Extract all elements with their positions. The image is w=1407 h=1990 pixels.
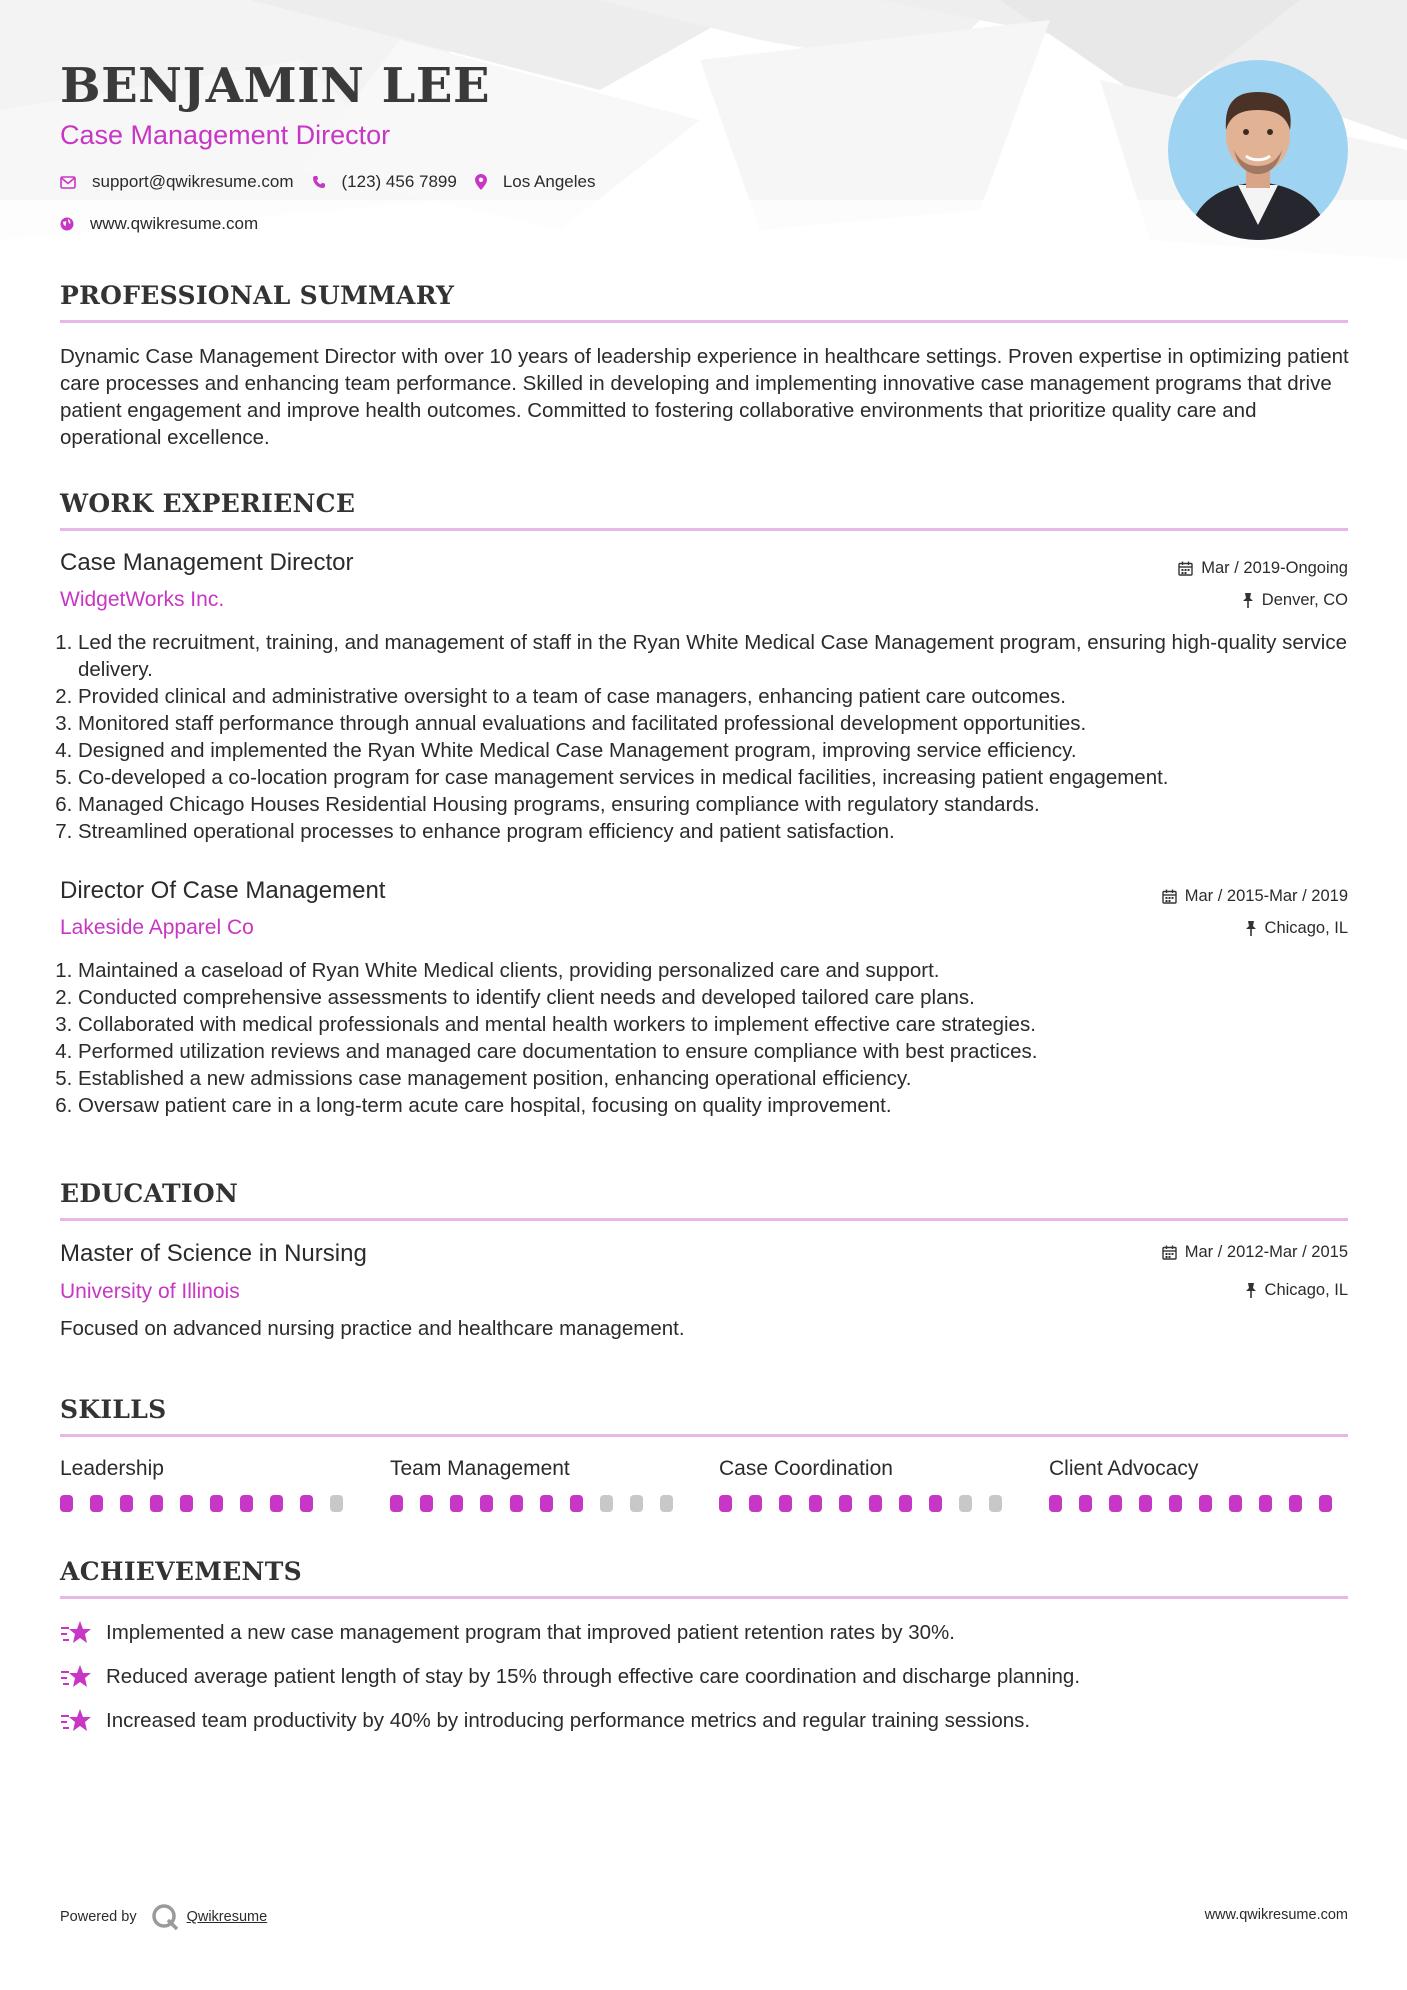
skill-dot-filled xyxy=(60,1495,73,1512)
calendar-icon xyxy=(1162,889,1177,904)
section-divider xyxy=(60,1596,1348,1599)
achievement-item xyxy=(60,1664,1080,1690)
website-text: www.qwikresume.com xyxy=(90,214,259,233)
job-bullets xyxy=(60,629,1373,845)
shooting-star-icon xyxy=(60,1664,92,1690)
job-location xyxy=(1245,919,1348,938)
skill-dot-filled xyxy=(300,1495,313,1512)
globe-icon xyxy=(60,217,74,231)
skill-dot-filled xyxy=(210,1495,223,1512)
achievement-text: Reduced average patient length of stay by 15% through effective care coordination and discharge planning. xyxy=(106,1665,1081,1688)
skill-dot-empty xyxy=(630,1495,643,1512)
job-title: Director Of Case Management xyxy=(60,877,386,904)
achievements-section xyxy=(60,1557,1348,1599)
job-bullet: 2. Conducted comprehensive assessments to identify client needs and developed tailored care plans. xyxy=(78,984,1373,1011)
skill-dot-filled xyxy=(869,1495,882,1512)
job-location xyxy=(1242,591,1348,610)
section-divider xyxy=(60,1434,1348,1437)
skill-dot-filled xyxy=(1319,1495,1332,1512)
education-location-text: Chicago, IL xyxy=(1264,1281,1348,1299)
education-section xyxy=(60,1179,1348,1221)
skill-dot-empty xyxy=(330,1495,343,1512)
phone-icon xyxy=(312,175,326,189)
website-item[interactable] xyxy=(60,214,258,234)
education-dates xyxy=(1162,1243,1348,1262)
skill-name: Case Coordination xyxy=(719,1457,893,1480)
skill-dot-empty xyxy=(959,1495,972,1512)
skill-rating xyxy=(390,1495,690,1512)
skill-dot-filled xyxy=(899,1495,912,1512)
job-dates-text: Mar / 2019-Ongoing xyxy=(1201,559,1348,577)
job-bullet: 2. Provided clinical and administrative oversight to a team of case managers, enhancing patient care outcomes. xyxy=(78,683,1373,710)
section-divider xyxy=(60,528,1348,531)
section-divider xyxy=(60,320,1348,323)
skill-dot-filled xyxy=(480,1495,493,1512)
job-location-text: Denver, CO xyxy=(1261,591,1348,609)
job-bullet: 5. Established a new admissions case management position, enhancing operational efficiency. xyxy=(78,1065,1373,1092)
skill-dot-filled xyxy=(570,1495,583,1512)
location-text: Los Angeles xyxy=(502,172,596,191)
email-item[interactable] xyxy=(60,172,294,192)
calendar-icon xyxy=(1162,1245,1177,1260)
job-bullet: 1. Led the recruitment, training, and management of staff in the Ryan White Medical Case Management program, ensuring high-quality service delivery. xyxy=(78,629,1373,683)
skill-dot-filled xyxy=(540,1495,553,1512)
contact-row-secondary xyxy=(60,214,258,234)
skill-dot-empty xyxy=(600,1495,613,1512)
footer-powered-by xyxy=(60,1903,267,1931)
summary-text: Dynamic Case Management Director with over 10 years of leadership experience in healthcare settings. Proven expertise in optimizing patient care processes and enhancing team performance. Skilled in developing and implementing innovative case management programs that drive patient engagement and improve health outcomes. Committed to fostering collaborative environments that prioritize quality care and operational excellence. xyxy=(60,345,1349,449)
summary-heading: PROFESSIONAL SUMMARY xyxy=(60,281,455,310)
calendar-icon xyxy=(1178,561,1193,576)
achievement-text: Increased team productivity by 40% by introducing performance metrics and regular training sessions. xyxy=(106,1709,1031,1732)
qwikresume-logo-icon xyxy=(151,1903,179,1931)
qwikresume-link[interactable]: Qwikresume xyxy=(186,1909,268,1925)
skill-dot-filled xyxy=(1169,1495,1182,1512)
skill-dot-filled xyxy=(420,1495,433,1512)
candidate-name: BENJAMIN LEE xyxy=(60,58,491,114)
pushpin-icon xyxy=(1245,921,1257,936)
job-title: Case Management Director xyxy=(60,549,354,576)
job-bullet: 7. Streamlined operational processes to enhance program efficiency and patient satisfaction. xyxy=(78,818,1373,845)
skill-dot-filled xyxy=(839,1495,852,1512)
skill-dot-filled xyxy=(90,1495,103,1512)
achievement-text: Implemented a new case management program that improved patient retention rates by 30%. xyxy=(106,1621,955,1644)
skills-heading: SKILLS xyxy=(60,1395,167,1424)
job-location-text: Chicago, IL xyxy=(1264,919,1348,937)
footer-website[interactable]: www.qwikresume.com xyxy=(1204,1907,1348,1923)
skill-dot-filled xyxy=(270,1495,283,1512)
skill-dot-filled xyxy=(929,1495,942,1512)
phone-item[interactable] xyxy=(312,172,457,192)
job-bullet: 4. Performed utilization reviews and managed care documentation to ensure compliance with best practices. xyxy=(78,1038,1373,1065)
job-bullet: 4. Designed and implemented the Ryan White Medical Case Management program, improving service efficiency. xyxy=(78,737,1373,764)
skills-section xyxy=(60,1395,1348,1437)
phone-text: (123) 456 7899 xyxy=(341,172,457,191)
skill-rating xyxy=(60,1495,360,1512)
shooting-star-icon xyxy=(60,1620,92,1646)
skill-dot-filled xyxy=(809,1495,822,1512)
skill-rating xyxy=(1049,1495,1349,1512)
skill-dot-empty xyxy=(660,1495,673,1512)
job-bullet: 3. Collaborated with medical professionals and mental health workers to implement effective care strategies. xyxy=(78,1011,1373,1038)
job-bullet: 3. Monitored staff performance through annual evaluations and facilitated professional development opportunities. xyxy=(78,710,1373,737)
job-dates-text: Mar / 2015-Mar / 2019 xyxy=(1184,887,1348,905)
map-pin-icon xyxy=(475,174,487,190)
skill-dot-filled xyxy=(719,1495,732,1512)
job-bullet: 6. Oversaw patient care in a long-term acute care hospital, focusing on quality improvement. xyxy=(78,1092,1373,1119)
experience-section xyxy=(60,489,1348,531)
email-text: support@qwikresume.com xyxy=(92,172,294,191)
skill-name: Client Advocacy xyxy=(1049,1457,1199,1480)
skill-dot-filled xyxy=(390,1495,403,1512)
skill-name: Team Management xyxy=(390,1457,570,1480)
education-dates-text: Mar / 2012-Mar / 2015 xyxy=(1184,1243,1348,1261)
skill-dot-filled xyxy=(180,1495,193,1512)
skill-rating xyxy=(719,1495,1019,1512)
skill-dot-filled xyxy=(120,1495,133,1512)
skill-item xyxy=(719,1457,1019,1512)
pushpin-icon xyxy=(1245,1283,1257,1298)
education-degree: Master of Science in Nursing xyxy=(60,1240,367,1267)
profile-photo-image xyxy=(1168,60,1348,240)
job-bullets xyxy=(60,957,1373,1119)
skill-item xyxy=(390,1457,690,1512)
candidate-role: Case Management Director xyxy=(60,120,391,150)
skill-name: Leadership xyxy=(60,1457,164,1480)
job-dates xyxy=(1162,887,1348,906)
education-description: Focused on advanced nursing practice and healthcare management. xyxy=(60,1317,685,1340)
skill-dot-filled xyxy=(510,1495,523,1512)
achievements-heading: ACHIEVEMENTS xyxy=(60,1557,302,1586)
profile-photo xyxy=(1168,60,1348,240)
powered-by-text: Powered by xyxy=(60,1909,137,1925)
job-bullet: 1. Maintained a caseload of Ryan White Medical clients, providing personalized care and support. xyxy=(78,957,1373,984)
job-bullet: 6. Managed Chicago Houses Residential Housing programs, ensuring compliance with regulatory standards. xyxy=(78,791,1373,818)
experience-heading: WORK EXPERIENCE xyxy=(60,489,356,518)
shooting-star-icon xyxy=(60,1708,92,1734)
skill-dot-filled xyxy=(450,1495,463,1512)
job-company[interactable]: Lakeside Apparel Co xyxy=(60,916,254,939)
job-dates xyxy=(1178,559,1348,578)
skill-dot-filled xyxy=(1079,1495,1092,1512)
skill-dot-filled xyxy=(1139,1495,1152,1512)
skill-dot-filled xyxy=(240,1495,253,1512)
job-bullet: 5. Co-developed a co-location program for case management services in medical facilities, increasing patient engagement. xyxy=(78,764,1373,791)
skill-item xyxy=(1049,1457,1349,1512)
skill-dot-filled xyxy=(1199,1495,1212,1512)
envelope-icon xyxy=(60,176,76,189)
skill-dot-filled xyxy=(1259,1495,1272,1512)
skill-dot-filled xyxy=(779,1495,792,1512)
pushpin-icon xyxy=(1242,593,1254,608)
education-school[interactable]: University of Illinois xyxy=(60,1280,240,1303)
section-divider xyxy=(60,1218,1348,1221)
skill-dot-filled xyxy=(1049,1495,1062,1512)
skill-dot-filled xyxy=(1109,1495,1122,1512)
skill-dot-filled xyxy=(150,1495,163,1512)
contact-row-primary xyxy=(60,172,595,192)
skill-dot-filled xyxy=(1229,1495,1242,1512)
education-heading: EDUCATION xyxy=(60,1179,239,1208)
skill-item xyxy=(60,1457,360,1512)
location-item xyxy=(475,172,596,192)
summary-section xyxy=(60,281,1348,323)
skill-dot-filled xyxy=(749,1495,762,1512)
achievement-item xyxy=(60,1620,955,1646)
education-location xyxy=(1245,1281,1348,1300)
achievement-item xyxy=(60,1708,1030,1734)
job-company[interactable]: WidgetWorks Inc. xyxy=(60,588,225,611)
skill-dot-empty xyxy=(989,1495,1002,1512)
skill-dot-filled xyxy=(1289,1495,1302,1512)
